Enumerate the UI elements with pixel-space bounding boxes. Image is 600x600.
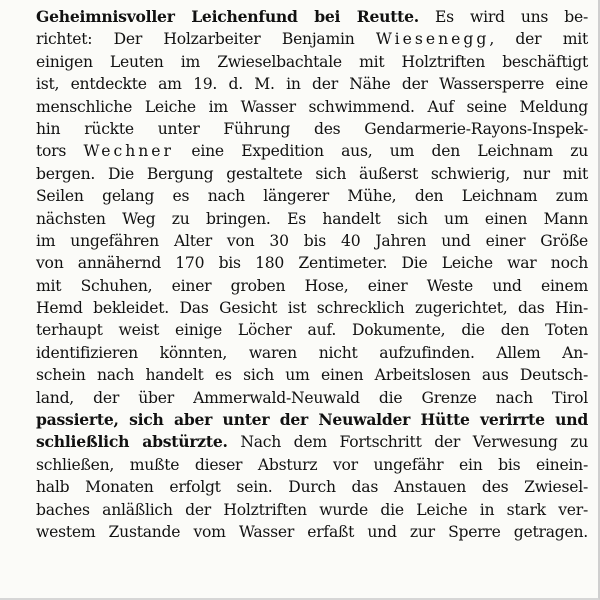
line-text: eine Expedition aus, um den Leichnam zu [173, 142, 588, 161]
text-line-17 [36, 364, 588, 386]
line-text: schein nach handelt es sich um einen Arbeitslosen aus Deutsch- [36, 366, 588, 385]
text-line-14 [36, 297, 588, 319]
text-line-12 [36, 252, 588, 274]
text-line-22 [36, 476, 588, 498]
line-text: land, der über Ammerwald-Neuwald die Grenze nach Tirol [36, 388, 588, 407]
line-text: westem Zustande vom Wasser erfaßt und zur Sperre getragen. [36, 522, 588, 541]
line-text: tors [36, 142, 84, 161]
line-text: im ungefähren Alter von 30 bis 40 Jahren und einer Größe [36, 231, 588, 250]
line-text: schließen, mußte dieser Absturz vor ungefähr ein bis einein- [36, 455, 588, 474]
bold-text: schließlich abstürzte. [36, 432, 228, 452]
text-line-16 [36, 342, 588, 364]
text-line-21 [36, 454, 588, 476]
text-line-24 [36, 521, 588, 543]
text-line-15 [36, 319, 588, 341]
text-line-7 [36, 140, 588, 162]
line-text: von annähernd 170 bis 180 Zentimeter. Die Leiche war noch [36, 254, 588, 273]
line-text: menschliche Leiche im Wasser schwimmend. Auf seine Meldung [36, 97, 588, 116]
person-name-wechner: Wechner [83, 142, 174, 161]
line-text: ist, entdeckte am 19. d. M. in der Nähe der Wassersperre eine [36, 75, 588, 94]
text-line-11 [36, 230, 588, 252]
text-line-23 [36, 499, 588, 521]
text-line-5 [36, 96, 588, 118]
text-line-13 [36, 275, 588, 297]
person-name-wiesenegg: Wiesenegg [375, 30, 490, 49]
text-line-4 [36, 73, 588, 95]
line-text: baches anläßlich der Holztriften wurde die Leiche in stark ver- [36, 500, 588, 519]
line-text: Seilen gelang es nach längerer Mühe, den Leichnam zum [36, 187, 588, 206]
text-line-1 [36, 6, 588, 28]
line-text: nächsten Weg zu bringen. Es handelt sich um einen Mann [36, 209, 588, 228]
text-line-8 [36, 163, 588, 185]
line-text: identifizieren könnten, waren nicht aufzufinden. Allem An- [36, 343, 588, 362]
line-text: einigen Leuten im Zwieselbachtale mit Holztriften beschäftigt [36, 52, 588, 71]
text-line-10 [36, 208, 588, 230]
bold-text: passierte, sich aber unter der Neuwalder Hütte verirrte und [36, 410, 588, 430]
line-text: richtet: Der Holzarbeiter Benjamin [36, 30, 376, 49]
text-line-9 [36, 185, 588, 207]
line-text: halb Monaten erfolgt sein. Durch das Anstauen des Zwiesel- [36, 478, 588, 497]
text-line-6 [36, 118, 588, 140]
text-line-20 [36, 431, 588, 453]
article-headline: Geheimnisvoller Leichenfund bei Reutte. [36, 7, 419, 26]
line-text: bergen. Die Bergung gestaltete sich äußerst schwierig, nur mit [36, 164, 588, 183]
line-text: hin rückte unter Führung des Gendarmerie-Rayons-Inspek- [36, 119, 588, 138]
line-text: Es wird uns be- [418, 8, 588, 26]
text-line-18 [36, 387, 588, 409]
text-line-19 [36, 409, 588, 431]
text-line-2 [36, 28, 588, 50]
text-line-3 [36, 51, 588, 73]
line-text: mit Schuhen, einer groben Hose, einer Weste und einem [36, 276, 588, 295]
article-text [36, 6, 588, 543]
line-text: terhaupt weist einige Löcher auf. Dokumente, die den Toten [36, 321, 588, 340]
line-text: , der mit [489, 30, 589, 49]
line-text: Nach dem Fortschritt der Verwesung zu [227, 433, 588, 452]
line-text: Hemd bekleidet. Das Gesicht ist schrecklich zugerichtet, das Hin- [36, 299, 588, 318]
